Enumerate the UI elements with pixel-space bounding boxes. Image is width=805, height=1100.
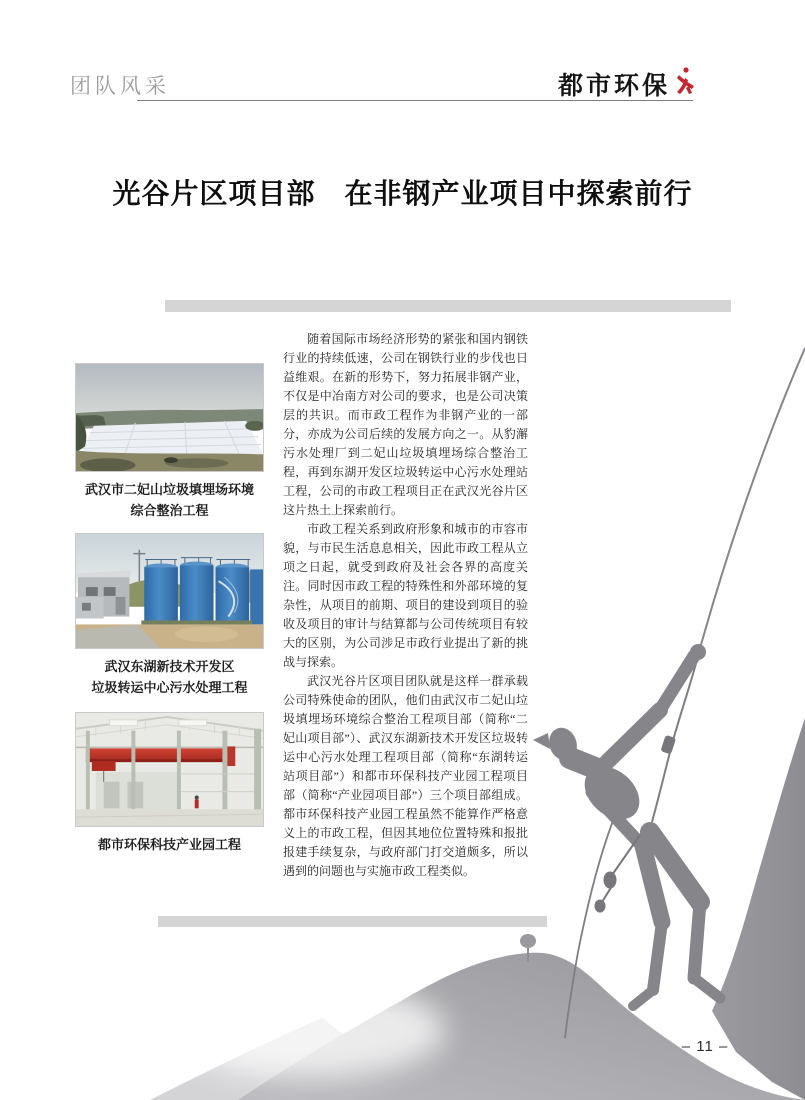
section-label: 团队风采 [70, 75, 170, 98]
divider-bar-top [165, 300, 731, 312]
article-paragraph: 随着国际市场经济形势的紧张和国内钢铁行业的持续低速，公司在钢铁行业的步伐也日益维艰。在新的形势下，努力拓展非钢产业，不仅是中冶南方对公司的要求，也是公司决策层的共识。而市政工程作为非钢产业的一部分，亦成为公司后续的发展方向之一。从豹澥污水处理厂到二妃山垃圾填埋场综合整治工程，再到东湖开发区垃圾转运中心污水处理站工程，公司的市政工程项目正在武汉光谷片区这片热土上探索前行。 [283, 332, 528, 517]
climber-silhouette-art [0, 330, 805, 1100]
brand-logo [558, 66, 697, 102]
caption-line: 武汉市二妃山垃圾填埋场环境 [84, 482, 254, 497]
caption-line: 都市环保科技产业园工程 [97, 837, 241, 852]
brand-name: 都市环保 [557, 72, 670, 100]
article-paragraph: 武汉光谷片区项目团队就是这样一群承载公司特殊使命的团队，他们由武汉市二妃山垃圾填埋场环境综合整治工程项目部（简称“二妃山项目部”）、武汉东湖新技术开发区垃圾转运中心污水处理工程项目部（简称“东湖转运站项目部”）和都市环保科技产业园工程项目部（简称“产业园项目部”）三个项目部组成。都市环保科技产业园工程虽然不能算作严格意义上的市政工程，但因其地位位置特殊和报批报建手续复杂，与政府部门打交道颇多，所以遇到的问题也与实施市政工程类似。 [283, 674, 528, 878]
caption-line: 垃圾转运中心污水处理工程 [91, 680, 248, 695]
header-rule [137, 100, 693, 101]
article-paragraph: 市政工程关系到政府形象和城市的市容市貌，与市民生活息息相关，因此市政工程从立项之日起，就受到政府及社会各界的高度关注。同时因市政工程的特殊性和外部环境的复杂性，从项目的前期、项目的建设到项目的验收及项目的审计与结算都与公司传统项目有较大的区别，为公司涉足市政行业提出了新的挑战与探索。 [283, 522, 528, 669]
caption-line: 综合整治工程 [130, 503, 209, 518]
divider-bar-bottom [158, 916, 547, 927]
article-title: 光谷片区项目部 在非钢产业项目中探索前行 [112, 179, 693, 210]
page-number: – 11 – [681, 1038, 729, 1055]
runner-logo-icon [673, 66, 697, 101]
caption-line: 武汉东湖新技术开发区 [104, 659, 235, 674]
